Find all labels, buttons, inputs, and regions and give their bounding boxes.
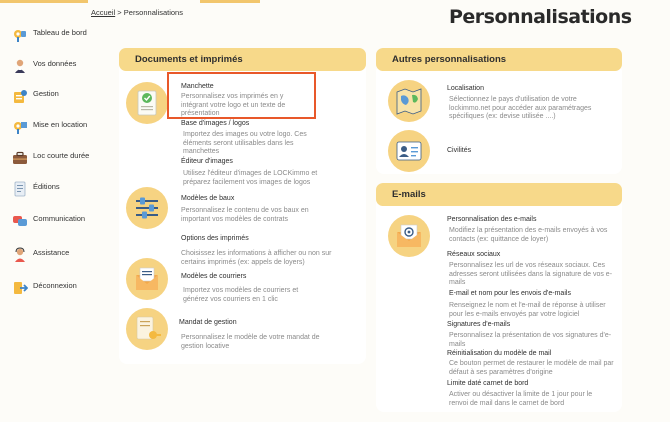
sidebar (0, 0, 100, 422)
sidebar-item-label: Communication (33, 214, 86, 223)
reseaux-sociaux-link[interactable]: Réseaux sociaux (447, 251, 501, 258)
manchette-highlight (167, 72, 316, 119)
editeur-images-desc: Utilisez l'éditeur d'images de LOCKimmo et préparez facilement vos images de logos (183, 170, 318, 186)
breadcrumb-separator: > (117, 8, 122, 17)
sidebar-item-editions[interactable] (12, 181, 60, 197)
top-accent-bar (0, 0, 670, 3)
sidebar-item-tableau-de-bord[interactable] (12, 27, 87, 43)
limite-carnet-link[interactable]: Limite daté carnet de bord (447, 380, 529, 387)
user-icon (12, 58, 28, 74)
sidebar-item-gestion[interactable] (12, 88, 59, 104)
sidebar-item-label: Vos données (33, 59, 77, 68)
emails-card-header: E-mails (376, 183, 622, 206)
breadcrumb-current: Personnalisations (123, 8, 183, 17)
document-print-icon (126, 82, 168, 124)
modeles-baux-link[interactable]: Modèles de baux (181, 195, 235, 202)
sidebar-item-label: Assistance (33, 248, 70, 257)
breadcrumb (91, 8, 183, 17)
id-card-icon (388, 130, 430, 172)
email-envelope-icon (388, 215, 430, 257)
sidebar-item-deconnexion[interactable] (12, 280, 77, 296)
editeur-images-link[interactable]: Éditeur d'images (181, 158, 233, 165)
chat-icon (12, 213, 28, 229)
manchette-link[interactable]: Manchette (181, 83, 214, 90)
options-imprimes-desc: Choisissez les informations à afficher ou non sur certains imprimés (ex: appels de loyers) (181, 250, 332, 266)
signatures-emails-link[interactable]: Signatures d'e-mails (447, 321, 511, 328)
dashboard-icon (12, 27, 28, 43)
sidebar-item-label: Gestion (33, 89, 59, 98)
autres-card-header: Autres personnalisations (376, 48, 622, 71)
page-title: Personnalisations (449, 6, 632, 28)
logout-icon (12, 280, 28, 296)
signatures-emails-desc: Personnalisez la présentation de vos signatures d'e-mails (449, 332, 612, 348)
sidebar-item-label: Déconnexion (33, 281, 77, 290)
sliders-icon (126, 187, 168, 229)
reseaux-sociaux-desc: Personnalisez les url de vos réseaux sociaux. Ces adresses seront utilisées dans la signature de vos e-mails (449, 262, 613, 287)
sidebar-item-assistance[interactable] (12, 247, 69, 263)
documents-card-header: Documents et imprimés (119, 48, 366, 71)
support-icon (12, 247, 28, 263)
sidebar-item-communication[interactable] (12, 213, 85, 229)
email-nom-envois-desc: Renseignez le nom et l'e-mail de réponse à utiliser pour les e-mails envoyés par votre logiciel (449, 302, 606, 318)
mandat-gestion-desc: Personnalisez le modèle de votre mandat de gestion locative (181, 334, 320, 350)
civilites-link[interactable]: Civilités (447, 147, 472, 154)
localisation-desc: Sélectionnez le pays d'utilisation de votre lockimmo.net pour accéder aux paramétrages spécifiques (ex: devise utilisée ....) (449, 96, 592, 121)
map-icon (388, 80, 430, 122)
mandat-gestion-link[interactable]: Mandat de gestion (179, 319, 237, 326)
sidebar-item-mise-en-location[interactable] (12, 119, 87, 135)
management-icon (12, 88, 28, 104)
modeles-baux-desc: Personnalisez le contenu de vos baux en important vos modèles de contrats (181, 207, 309, 223)
reinit-modele-desc: Ce bouton permet de restaurer le modèle de mail par défaut à ses paramètres d'origine (449, 360, 614, 376)
sidebar-item-label: Tableau de bord (33, 28, 87, 37)
letter-icon (126, 258, 168, 300)
perso-emails-link[interactable]: Personnalisation des e-mails (447, 216, 537, 223)
rental-icon (12, 119, 28, 135)
sidebar-item-label: Mise en location (33, 120, 88, 129)
reinit-modele-link[interactable]: Réinitialisation du modèle de mail (447, 350, 552, 357)
suitcase-icon (12, 150, 28, 166)
options-imprimes-link[interactable]: Options des imprimés (181, 235, 249, 242)
limite-carnet-desc: Activer ou désactiver la limite de 1 jour pour le renvoi de mail dans le carnet de bord (449, 391, 593, 407)
document-icon (12, 181, 28, 197)
sidebar-item-label: Éditions (33, 182, 60, 191)
sidebar-item-vos-donnees[interactable] (12, 58, 76, 74)
breadcrumb-home-link[interactable]: Accueil (91, 8, 116, 17)
base-images-desc: Importez des images ou votre logo. Ces éléments seront utilisables dans les manchettes (183, 131, 307, 156)
email-nom-envois-link[interactable]: E-mail et nom pour les envois d'e-mails (449, 290, 571, 297)
sidebar-item-label: Loc courte durée (33, 151, 90, 160)
key-document-icon (126, 308, 168, 350)
manchette-desc: Personnalisez vos imprimés en y intégrant votre logo et un texte de présentation (181, 93, 286, 118)
modeles-courriers-desc: Importez vos modèles de courriers et générez vos courriers en 1 clic (183, 287, 299, 303)
sidebar-item-loc-courte-duree[interactable] (12, 150, 89, 166)
modeles-courriers-link[interactable]: Modèles de courriers (181, 273, 247, 280)
base-images-link[interactable]: Base d'images / logos (181, 120, 250, 127)
perso-emails-desc: Modifiez la présentation des e-mails envoyés à vos contacts (ex: quittance de loyer) (449, 227, 608, 243)
localisation-link[interactable]: Localisation (447, 85, 484, 92)
